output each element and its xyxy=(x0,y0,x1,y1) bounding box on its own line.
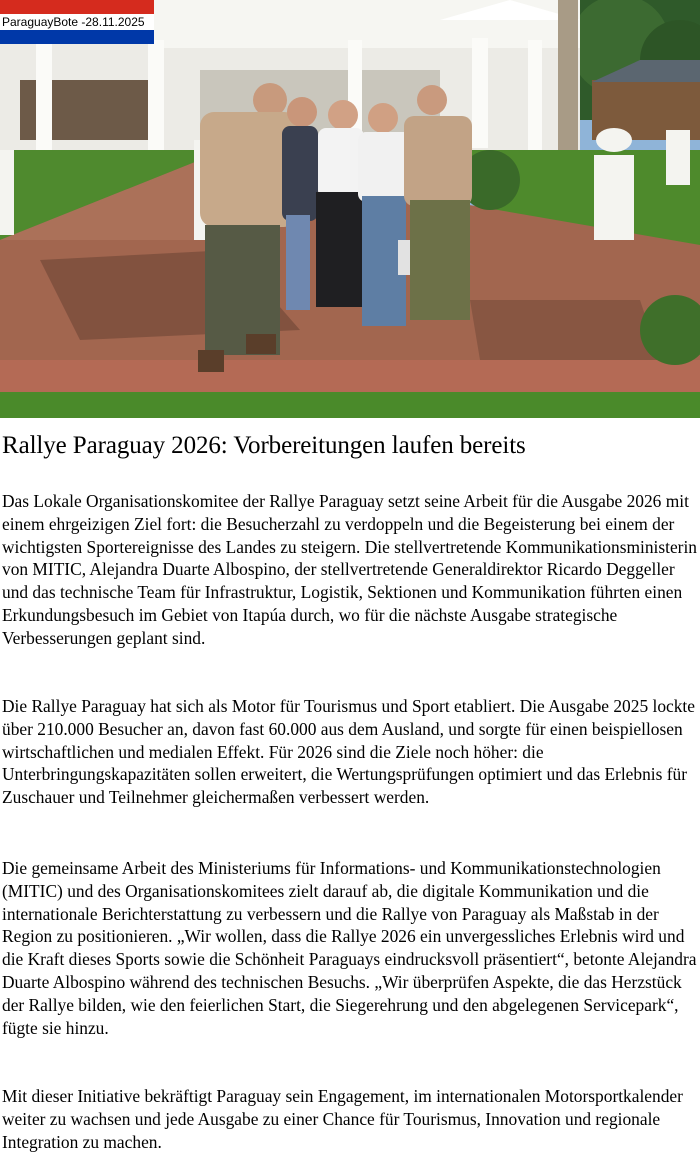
badge-stripe-blue xyxy=(0,30,154,44)
article-paragraph-1: Das Lokale Organisationskomitee der Rallye Paraguay setzt seine Arbeit für die Ausgabe 2026 mit einem ehrgeizigen Ziel fort: die Besucherzahl zu verdoppeln und die Begeisterung bei einem der wichtigsten Sportereignisse des Landes zu steigern. Die stellvertretende Kommunikationsministerin von MITIC, Alejandra Duarte Albospino, der stellvertretende Generaldirektor Ricardo Deggeller und das technische Team für Infrastruktur, Logistik, Sektionen und Kommunikation führten einen Erkundungsbesuch im Gebiet von Itapúa durch, wo für die nächste Ausgabe strategische Verbesserungen geplant sind. xyxy=(2,491,697,648)
article-paragraph-4: Mit dieser Initiative bekräftigt Paraguay sein Engagement, im internationalen Motorsportkalender weiter zu wachsen und jede Ausgabe zu einer Chance für Tourismus, Innovation und regionale Integration zu machen. xyxy=(2,1086,683,1152)
source-date-badge xyxy=(0,0,154,44)
badge-stripe-red xyxy=(0,0,154,14)
article-photo xyxy=(0,0,700,418)
article-title: Rallye Paraguay 2026: Vorbereitungen laufen bereits xyxy=(2,432,526,459)
badge-text: ParaguayBote -28.11.2025 xyxy=(0,14,154,30)
article-body xyxy=(0,418,700,1152)
article-paragraph-3: Die gemeinsame Arbeit des Ministeriums für Informations- und Kommunikationstechnologien (MITIC) und des Organisationskomitees zielt darauf ab, die digitale Kommunikation und die internationale Berichterstattung zu verbessern und die Rallye von Paraguay als Maßstab in der Region zu positionieren. „Wir wollen, dass die Rallye 2026 ein unvergessliches Erlebnis wird und die Kraft dieses Sports sowie die Schönheit Paraguays eindrucksvoll präsentiert“, betonte Alejandra Duarte Albospino während des technischen Besuchs. „Wir überprüfen Aspekte, die das Herzstück der Rallye bilden, wie den feierlichen Start, die Siegerehrung und den abgelegenen Servicepark“, fügte sie hinzu. xyxy=(2,858,697,1038)
article-paragraph-2: Die Rallye Paraguay hat sich als Motor für Tourismus und Sport etabliert. Die Ausgabe 2025 lockte über 210.000 Besucher an, davon fast 60.000 aus dem Ausland, und sorgte für einen beispiellosen wirtschaftlichen und medialen Effekt. Für 2026 sind die Ziele noch höher: die Unterbringungskapazitäten sollen erweitert, die Wertungsprüfungen optimiert und das Erlebnis für Zuschauer und Teilnehmer gleichermaßen verbessert werden. xyxy=(2,696,695,808)
